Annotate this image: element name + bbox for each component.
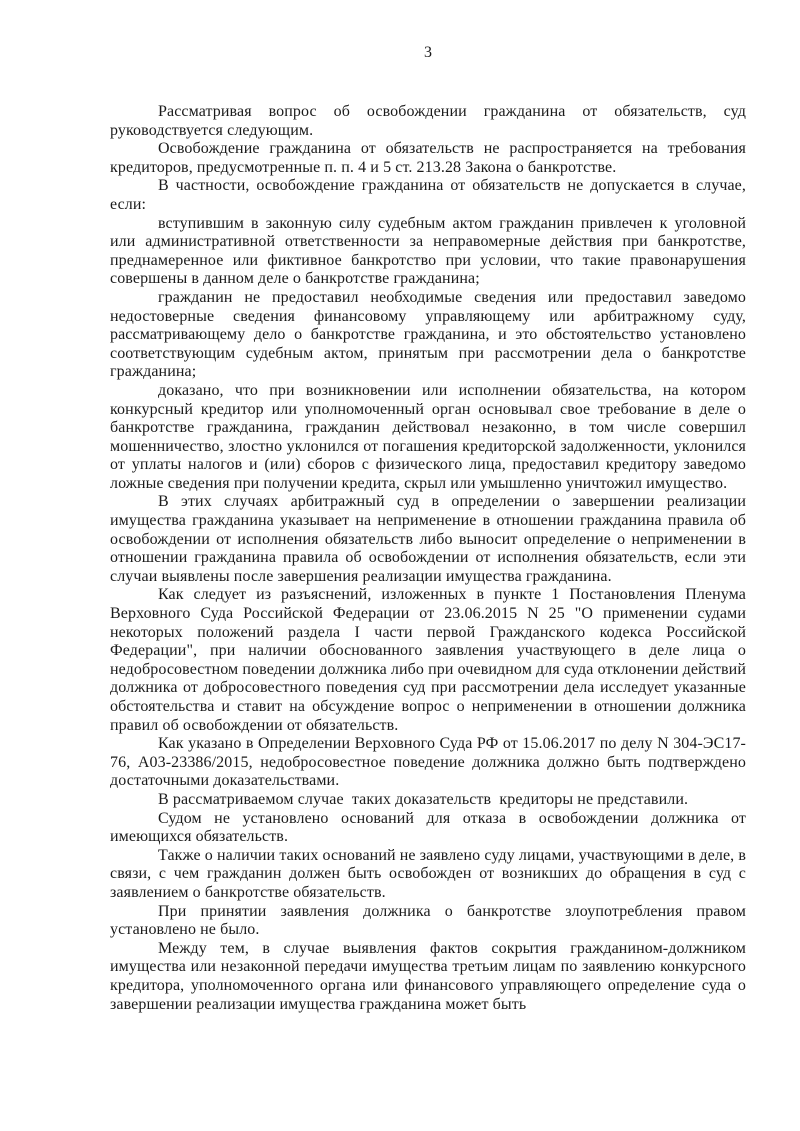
paragraph: Освобождение гражданина от обязательств не распространяется на требования кредиторов, предусмотренные п. п. 4 и 5 ст. 213.28 Закона о банкротстве. [110,140,751,176]
paragraph: При принятии заявления должника о банкротстве злоупотребления правом установлено не было. [110,902,751,939]
paragraph: В частности, освобождение гражданина от обязательств не допускается в случае, если: [110,177,751,213]
paragraph: Между тем, в случае выявления фактов сокрытия гражданином-должником имущества или незаконной передачи имущества третьим лицам по заявлению конкурсного кредитора, уполномоченного органа или финансового управляющего определение суда о завершении реализации имущества гражданина может быть [110,939,751,1013]
document-body [110,103,751,1014]
paragraph: В этих случаях арбитражный суд в определении о завершении реализации имущества гражданина указывает на неприменение в отношении гражданина правила об освобождении от исполнения обязательств либо выносит определение о неприменении в отношении гражданина правила об освобождении от исполнения обязательств, если эти случаи выявлены после завершения реализации имущества гражданина. [110,493,751,585]
paragraph: В рассматриваемом случае таких доказательств кредиторы не представили. [158,790,689,808]
paragraph: гражданин не предоставил необходимые сведения или предоставил заведомо недостоверные сведения финансовому управляющему или арбитражному суду, рассматривающему дело о банкротстве гражданина, и это обстоятельство установлено соответствующим судебным актом, принятым при рассмотрении дела о банкротстве гражданина; [110,288,751,381]
page-number: 3 [424,44,432,61]
paragraph: Судом не установлено оснований для отказа в освобождении должника от имеющихся обязательств. [110,809,751,846]
paragraph: Как следует из разъяснений, изложенных в пункте 1 Постановления Пленума Верховного Суда Российской Федерации от 23.06.2015 N 25 "О применении судами некоторых положений раздела I части первой Гражданского кодекса Российской Федерации", при наличии обоснованного заявления участвующего в деле лица о недобросовестном поведении должника либо при очевидном для суда отклонении действий должника от добросовестного поведения суд при рассмотрении дела исследует указанные обстоятельства и ставит на обсуждение вопрос о неприменении в отношении должника правил об освобождении от обязательств. [110,586,751,734]
paragraph: доказано, что при возникновении или исполнении обязательства, на котором конкурсный кредитор или уполномоченный орган основывал свое требование в деле о банкротстве гражданина, гражданин действовал незаконно, в том числе совершил мошенничество, злостно уклонился от погашения кредиторской задолженности, уклонился от уплаты налогов и (или) сборов с физического лица, предоставил кредитору заведомо ложные сведения при получении кредита, скрыл или умышленно уничтожил имущество. [110,381,751,492]
paragraph: Как указано в Определении Верховного Суда РФ от 15.06.2017 по делу N 304-ЭС17-76, А03-23386/2015, недобросовестное поведение должника должно быть подтверждено достаточными доказательствами. [110,735,751,790]
paragraph: вступившим в законную силу судебным актом гражданин привлечен к уголовной или административной ответственности за неправомерные действия при банкротстве, преднамеренное или фиктивное банкротство при условии, что такие правонарушения совершены в данном деле о банкротстве гражданина; [110,214,751,288]
paragraph: Рассматривая вопрос об освобождении гражданина от обязательств, суд руководствуется следующим. [110,103,751,139]
paragraph: Также о наличии таких оснований не заявлено суду лицами, участвующими в деле, в связи, с чем гражданин должен быть освобожден от возникших до обращения в суд с заявлением о банкротстве обязательств. [110,846,751,901]
